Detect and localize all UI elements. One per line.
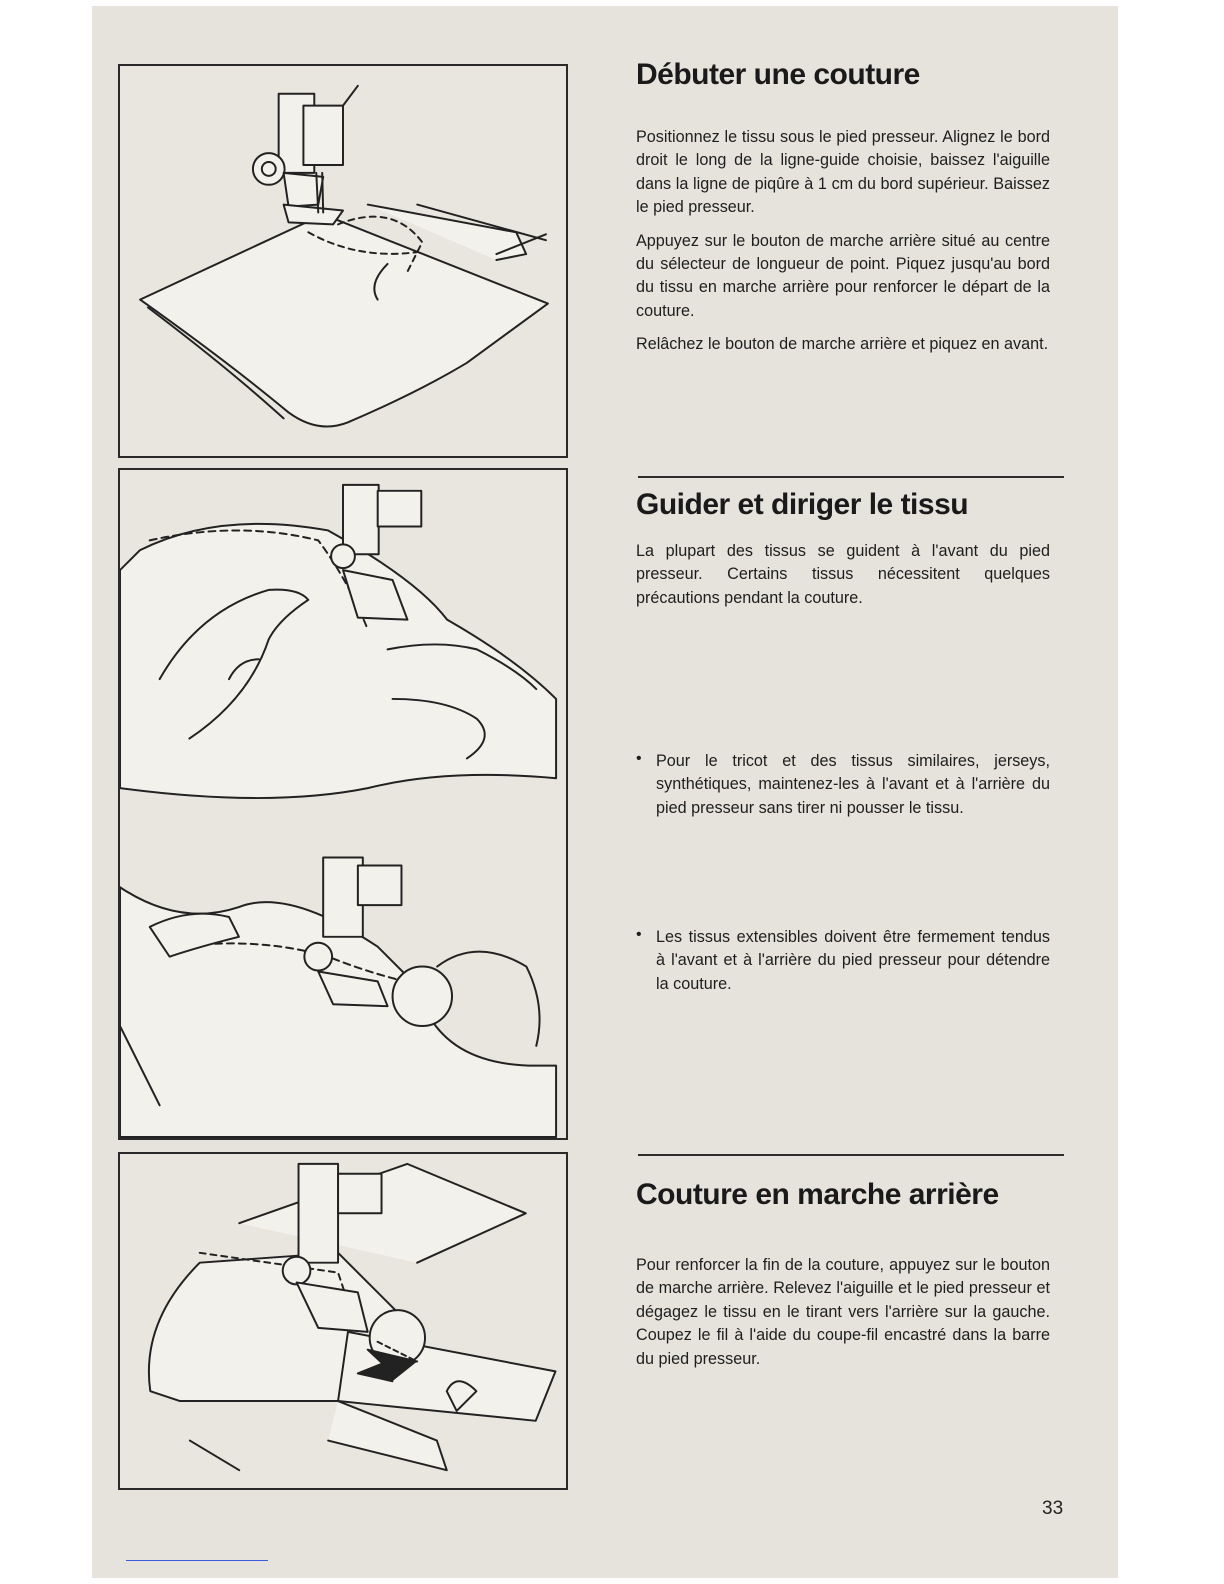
illustration-start-seam: [118, 64, 568, 458]
section-start-seam: [636, 58, 1050, 367]
paragraph: La plupart des tissus se guident à l'avant du pied presseur. Certains tissus nécessitent quelques précautions pendant la couture.: [636, 542, 1050, 607]
section-title: Débuter une couture: [636, 58, 920, 91]
paragraph: Relâchez le bouton de marche arrière et piquez en avant.: [636, 335, 1049, 354]
page-number: 33: [1042, 1498, 1064, 1519]
section-title: Couture en marche arrière: [636, 1178, 999, 1211]
paragraph: Positionnez le tissu sous le pied presseur. Alignez le bord droit le long de la ligne-guide choisie, baissez l'aiguille dans la ligne de piqûre à 1 cm du bord supérieur. Baissez le pied presseur.: [636, 128, 1050, 217]
section-divider: [638, 476, 1064, 478]
bullet-text: Les tissus extensibles doivent être fermement tendus à l'avant et à l'arrière du pied presseur pour détendre la couture.: [656, 928, 1050, 993]
footer-link-line: [126, 1560, 268, 1561]
paragraph: Pour renforcer la fin de la couture, appuyez sur le bouton de marche arrière. Relevez l'aiguille et le pied presseur et dégagez le tissu en le tirant vers l'arrière sur la gauche. Coupez le fil à l'aide du coupe-fil encastré dans la barre du pied presseur.: [636, 1256, 1050, 1368]
paragraph: Appuyez sur le bouton de marche arrière situé au centre du sélecteur de longueur de point. Piquez jusqu'au bord du tissu en marche arrière pour renforcer le départ de la couture.: [636, 231, 1050, 320]
section-guide-fabric: [636, 488, 1050, 620]
section-divider: [638, 1154, 1064, 1156]
bullet-icon: •: [636, 750, 642, 767]
bullet-icon: •: [636, 926, 642, 943]
section-title: Guider et diriger le tissu: [636, 488, 969, 521]
bullet-item: [636, 750, 1050, 830]
illustration-reverse-sewing: [118, 1152, 568, 1490]
section-reverse-sewing: [636, 1178, 1050, 1381]
bullet-text: Pour le tricot et des tissus similaires, jerseys, synthétiques, maintenez-les à l'avant et à l'arrière du pied presseur sans tirer ni pousser le tissu.: [656, 752, 1050, 817]
illustration-guiding-fabric: [118, 468, 568, 1140]
bullet-item: [636, 926, 1050, 1006]
